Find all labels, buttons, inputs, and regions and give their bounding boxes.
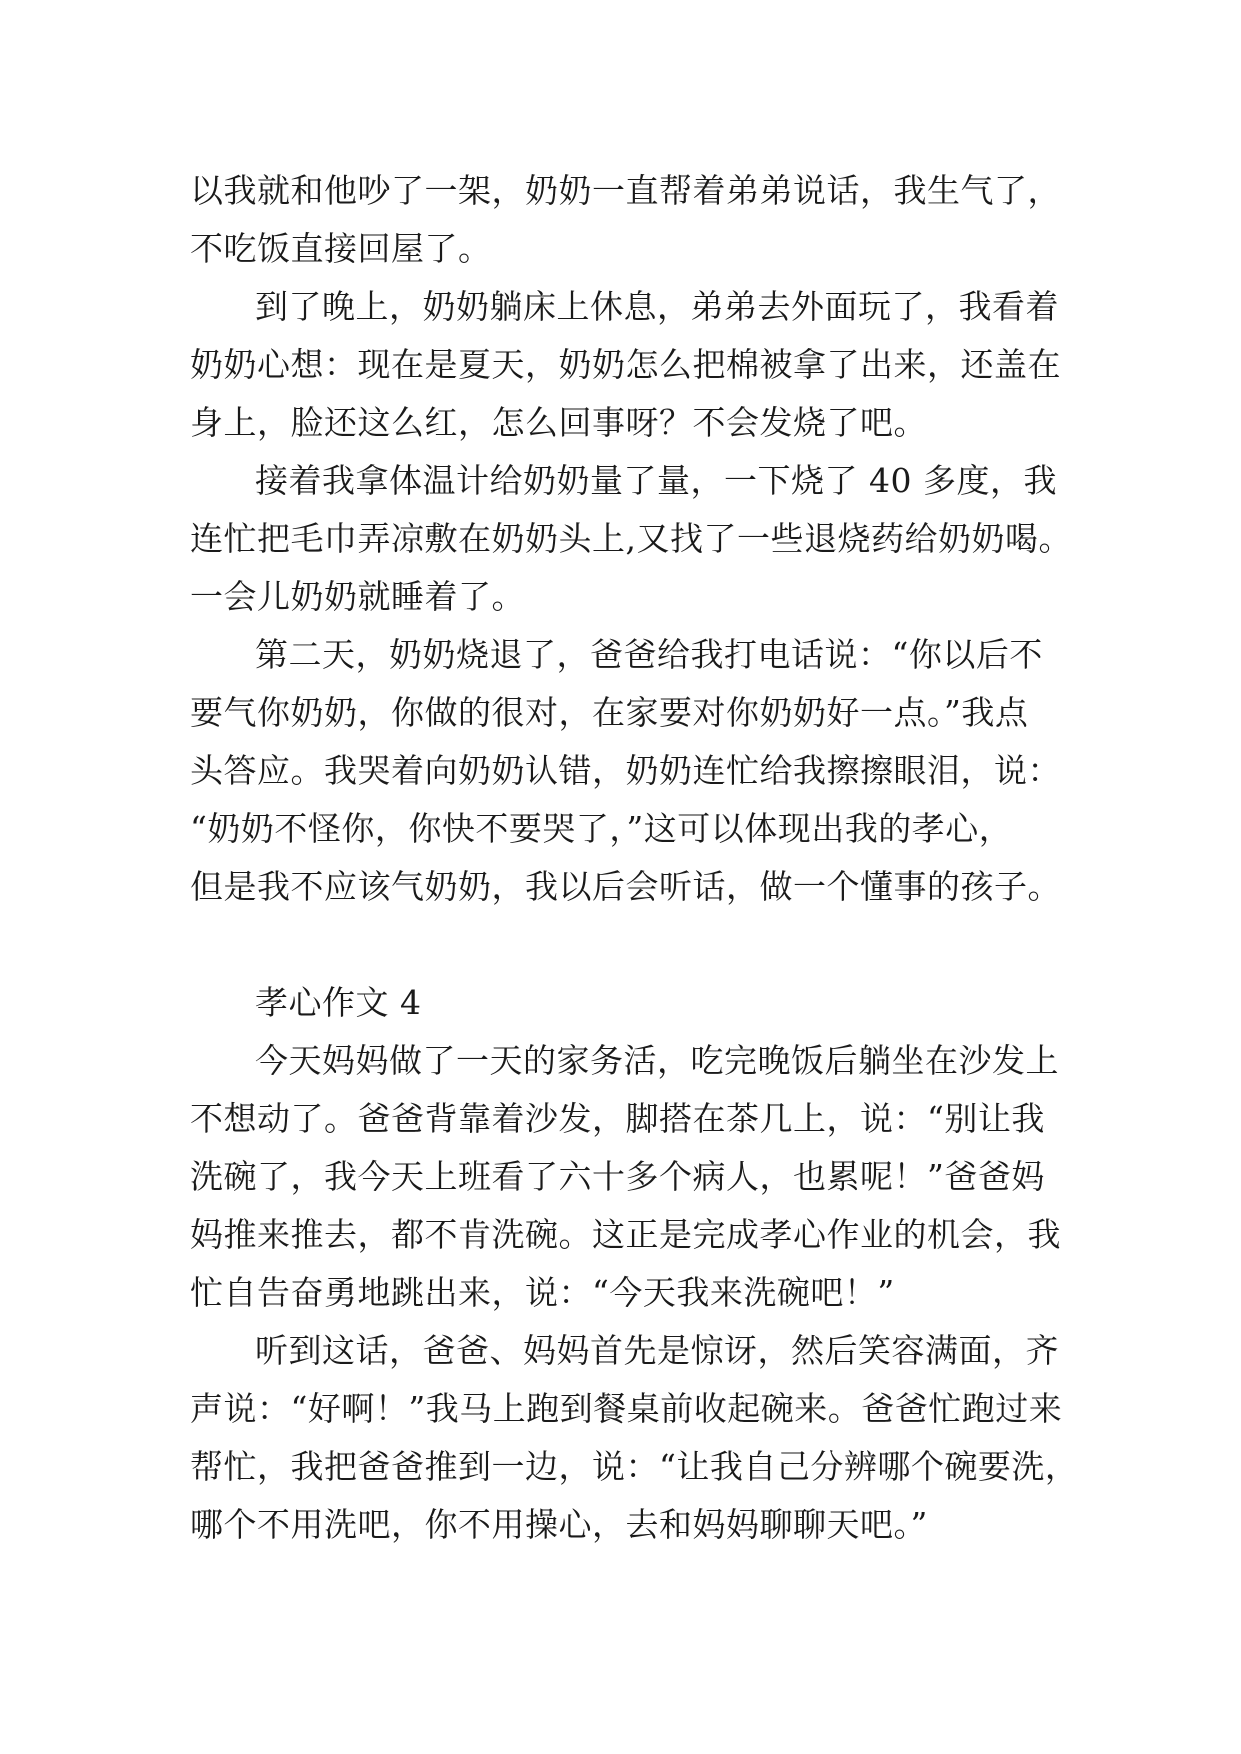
text-line: 声说：“好啊！”我马上跑到餐桌前收起碗来。爸爸忙跑过来 — [190, 1389, 1063, 1428]
text-line: 连忙把毛巾弄凉敷在奶奶头上,又找了一些退烧药给奶奶喝。 — [190, 519, 1072, 558]
text-line: 洗碗了，我今天上班看了六十多个病人，也累呢！”爸爸妈 — [190, 1157, 1045, 1196]
text-line: 以我就和他吵了一架，奶奶一直帮着弟弟说话，我生气了， — [190, 171, 1061, 210]
section-title: 孝心作文 4 — [255, 983, 422, 1022]
text-line: 要气你奶奶，你做的很对，在家要对你奶奶好一点。”我点 — [190, 693, 1029, 732]
text-line: 但是我不应该气奶奶，我以后会听话，做一个懂事的孩子。 — [190, 867, 1061, 906]
text-line: 今天妈妈做了一天的家务活，吃完晚饭后躺坐在沙发上 — [255, 1041, 1059, 1080]
text-line: 帮忙，我把爸爸推到一边，说：“让我自己分辨哪个碗要洗， — [190, 1447, 1079, 1486]
text-line: 第二天，奶奶烧退了，爸爸给我打电话说：“你以后不 — [255, 635, 1043, 674]
text-line: 奶奶心想：现在是夏天，奶奶怎么把棉被拿了出来，还盖在 — [190, 345, 1061, 384]
text-line: 不想动了。爸爸背靠着沙发，脚搭在茶几上，说：“别让我 — [190, 1099, 1045, 1138]
text-line: 忙自告奋勇地跳出来，说：“今天我来洗碗吧！” — [190, 1273, 895, 1312]
text-line: 哪个不用洗吧，你不用操心，去和妈妈聊聊天吧。” — [190, 1505, 928, 1544]
text-line: 头答应。我哭着向奶奶认错，奶奶连忙给我擦擦眼泪，说： — [190, 751, 1061, 790]
text-line: 一会儿奶奶就睡着了。 — [190, 577, 525, 616]
text-line: 身上，脸还这么红，怎么回事呀？不会发烧了吧。 — [190, 403, 927, 442]
text-line: 听到这话，爸爸、妈妈首先是惊讶，然后笑容满面，齐 — [255, 1331, 1059, 1370]
text-line: “奶奶不怪你，你快不要哭了，”这可以体现出我的孝心， — [190, 809, 1013, 848]
text-line: 接着我拿体温计给奶奶量了量，一下烧了 40 多度，我 — [255, 461, 1057, 500]
text-line: 不吃饭直接回屋了。 — [190, 229, 492, 268]
text-line: 到了晚上，奶奶躺床上休息，弟弟去外面玩了，我看着 — [255, 287, 1059, 326]
text-line: 妈推来推去，都不肯洗碗。这正是完成孝心作业的机会，我 — [190, 1215, 1061, 1254]
